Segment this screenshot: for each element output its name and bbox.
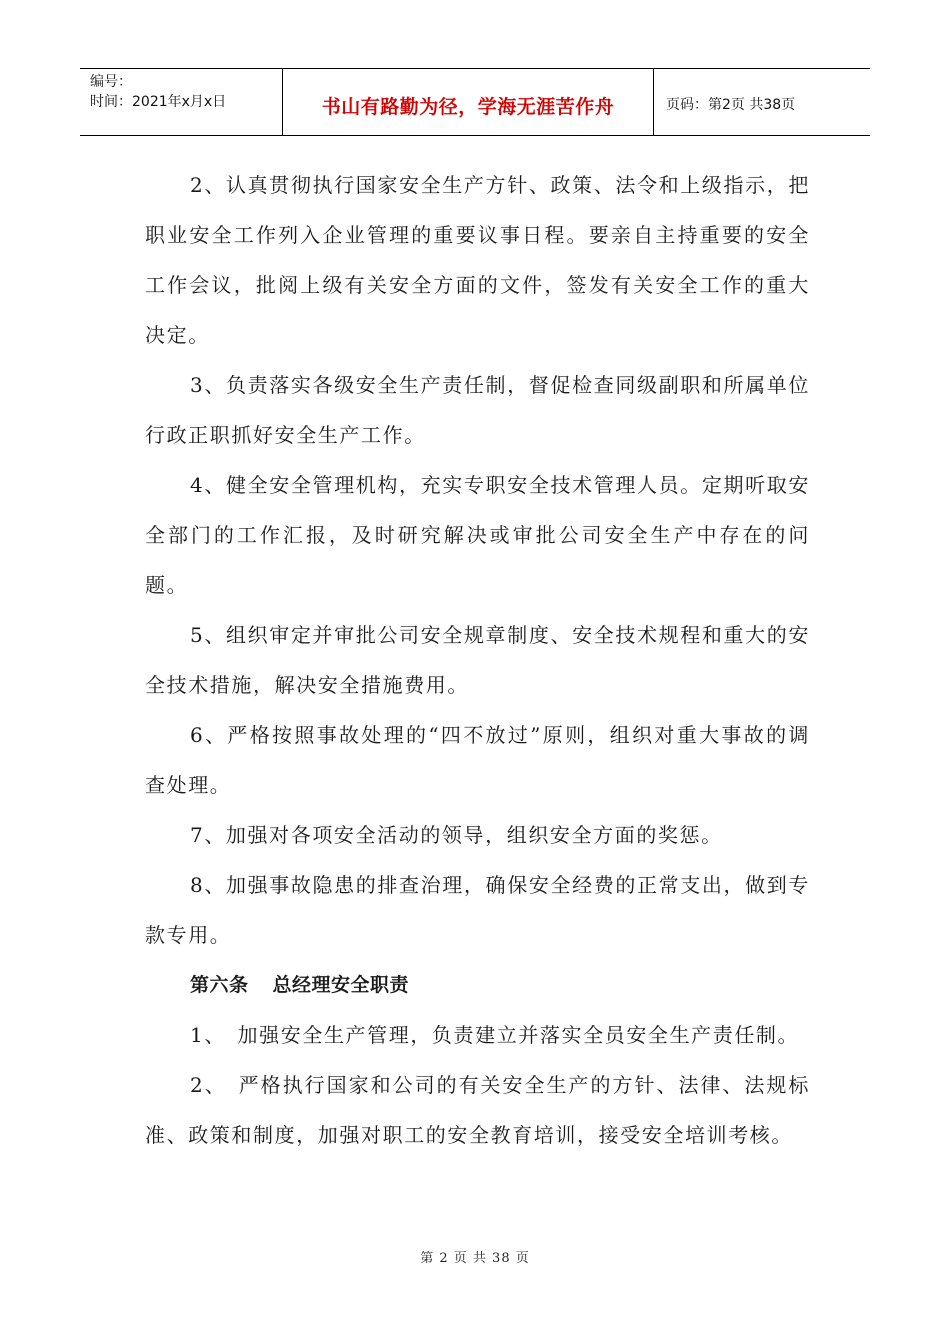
document-time-label: 时间：2021年x月x日 <box>90 94 227 110</box>
body-paragraph: 4、健全安全管理机构，充实专职安全技术管理人员。定期听取安全部门的工作汇报，及时研究解决或审批公司安全生产中存在的问题。 <box>145 473 810 597</box>
page-footer: 第 2 页 共 38 页 <box>420 1251 530 1266</box>
body-paragraph: 6、严格按照事故处理的“四不放过”原则，组织对重大事故的调查处理。 <box>145 723 810 797</box>
header-motto: 书山有路勤为径，学海无涯苦作舟 <box>321 95 615 118</box>
body-paragraph: 7、加强对各项安全活动的领导，组织安全方面的奖惩。 <box>190 823 723 847</box>
section-article-number: 第六条 <box>190 974 249 996</box>
document-body <box>145 160 810 1160</box>
body-paragraph: 3、负责落实各级安全生产责任制，督促检查同级副职和所属单位行政正职抓好安全生产工作。 <box>145 373 810 447</box>
document-header <box>80 68 870 136</box>
body-paragraph: 2、认真贯彻执行国家安全生产方针、政策、法令和上级指示，把职业安全工作列入企业管理的重要议事日程。要亲自主持重要的安全工作会议，批阅上级有关安全方面的文件，签发有关安全工作的重大决定。 <box>145 173 810 347</box>
section-heading <box>145 960 810 1010</box>
body-paragraph: 5、组织审定并审批公司安全规章制度、安全技术规程和重大的安全技术措施，解决安全措施费用。 <box>145 623 810 697</box>
header-page-info: 页码：第2页 共38页 <box>666 97 796 113</box>
header-page-info-cell <box>654 69 870 135</box>
document-number-label: 编号： <box>90 74 132 90</box>
header-motto-cell <box>282 69 654 135</box>
section-paragraph: 1、 加强安全生产管理，负责建立并落实全员安全生产责任制。 <box>190 1023 800 1047</box>
section-title: 总经理安全职责 <box>272 974 410 996</box>
header-meta <box>80 69 282 135</box>
section-paragraph: 2、 严格执行国家和公司的有关安全生产的方针、法律、法规标准、政策和制度，加强对职工的安全教育培训，接受安全培训考核。 <box>145 1073 810 1147</box>
body-paragraph: 8、加强事故隐患的排查治理，确保安全经费的正常支出，做到专款专用。 <box>145 873 810 947</box>
